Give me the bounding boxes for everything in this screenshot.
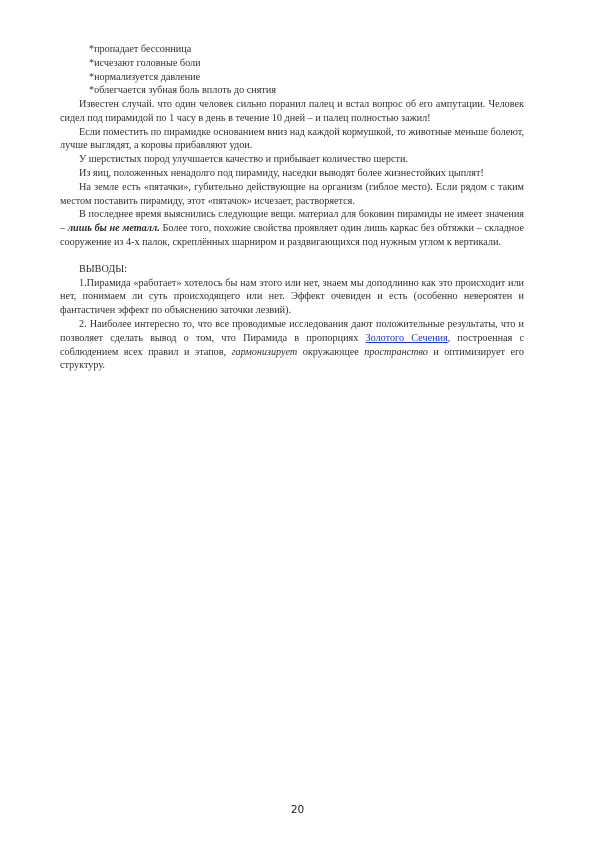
- paragraph-eggs: Из яиц, положенных ненадолго под пирамиду, наседки выводят более жизнестойких цыплят!: [79, 167, 484, 179]
- conclusions-heading: ВЫВОДЫ:: [79, 263, 127, 275]
- paragraph-materials: [60, 208, 524, 249]
- paragraph-livestock: Если поместить по пирамидке основанием вниз над каждой кормушкой, то животные меньше болеют, лучше выглядят, а коровы прибавляют удои.: [60, 126, 524, 152]
- conclusion-2-mid: , построенная с соблюдением всех правил и этапов,: [60, 332, 525, 358]
- list-item: *облегчается зубная боль вплоть до снятия: [89, 85, 277, 97]
- conclusion-2-mid2: окружающее: [297, 346, 365, 358]
- conclusion-2-italic-harmonizes: гармонизирует: [231, 346, 298, 358]
- body-text: [60, 98, 524, 373]
- materials-text-start: В последнее время выяснились следующие вещи. материал для боковин пирамиды не имеет значения –: [60, 209, 524, 235]
- page-number: 20: [290, 804, 305, 816]
- list-item: *пропадает бессонница: [89, 44, 192, 55]
- materials-text-end: Более того, похожие свойства проявляет один лишь каркас без обтяжки – складное сооружение из 4-х палок, скреплённых шарниром и раздвигающихся под нужным углом к вертикали.: [60, 223, 524, 248]
- materials-emphasis: лишь бы не металл.: [67, 223, 160, 235]
- paragraph-bad-spots: На земле есть «пятачки», губительно действующие на организм (гиблое место). Если рядом с таким местом поставить пирамиду, этот «пятачок» исчезает, растворяется.: [60, 181, 524, 207]
- conclusion-2-start: 2. Наиболее интересно то, что все проводимые исследования дают положительные результаты, что и позволяет сделать вывод о том, что Пирамида в пропорциях: [60, 318, 524, 344]
- conclusion-1: 1.Пирамида «работает» хотелось бы нам этого или нет, знаем мы доподлинно как это происходит или нет, понимаем ли суть происходящего или нет. Эффект очевиден и есть (особенно невероятен и фантастичен эффект по объяснению заточки лезвий).: [60, 277, 524, 317]
- list-item: *исчезают головные боли: [89, 57, 201, 69]
- list-item: *нормализуется давление: [89, 71, 201, 83]
- paragraph-finger-case: Известен случай. что один человек сильно поранил палец и встал вопрос об его ампутации. Человек сидел под пирамидой по 1 часу в день в течение 10 дней – и палец полностью зажил!: [60, 99, 524, 124]
- paragraph-wool: У шерстистых пород улучшается качество и прибывает количество шерсти.: [79, 154, 408, 166]
- conclusion-2-italic-space: пространство: [364, 346, 428, 358]
- conclusion-2: [60, 318, 524, 373]
- conclusion-2-end: и оптимизирует его структуру.: [60, 346, 524, 372]
- golden-section-link[interactable]: Золотого Сечения: [365, 332, 448, 344]
- benefits-list: [89, 43, 389, 98]
